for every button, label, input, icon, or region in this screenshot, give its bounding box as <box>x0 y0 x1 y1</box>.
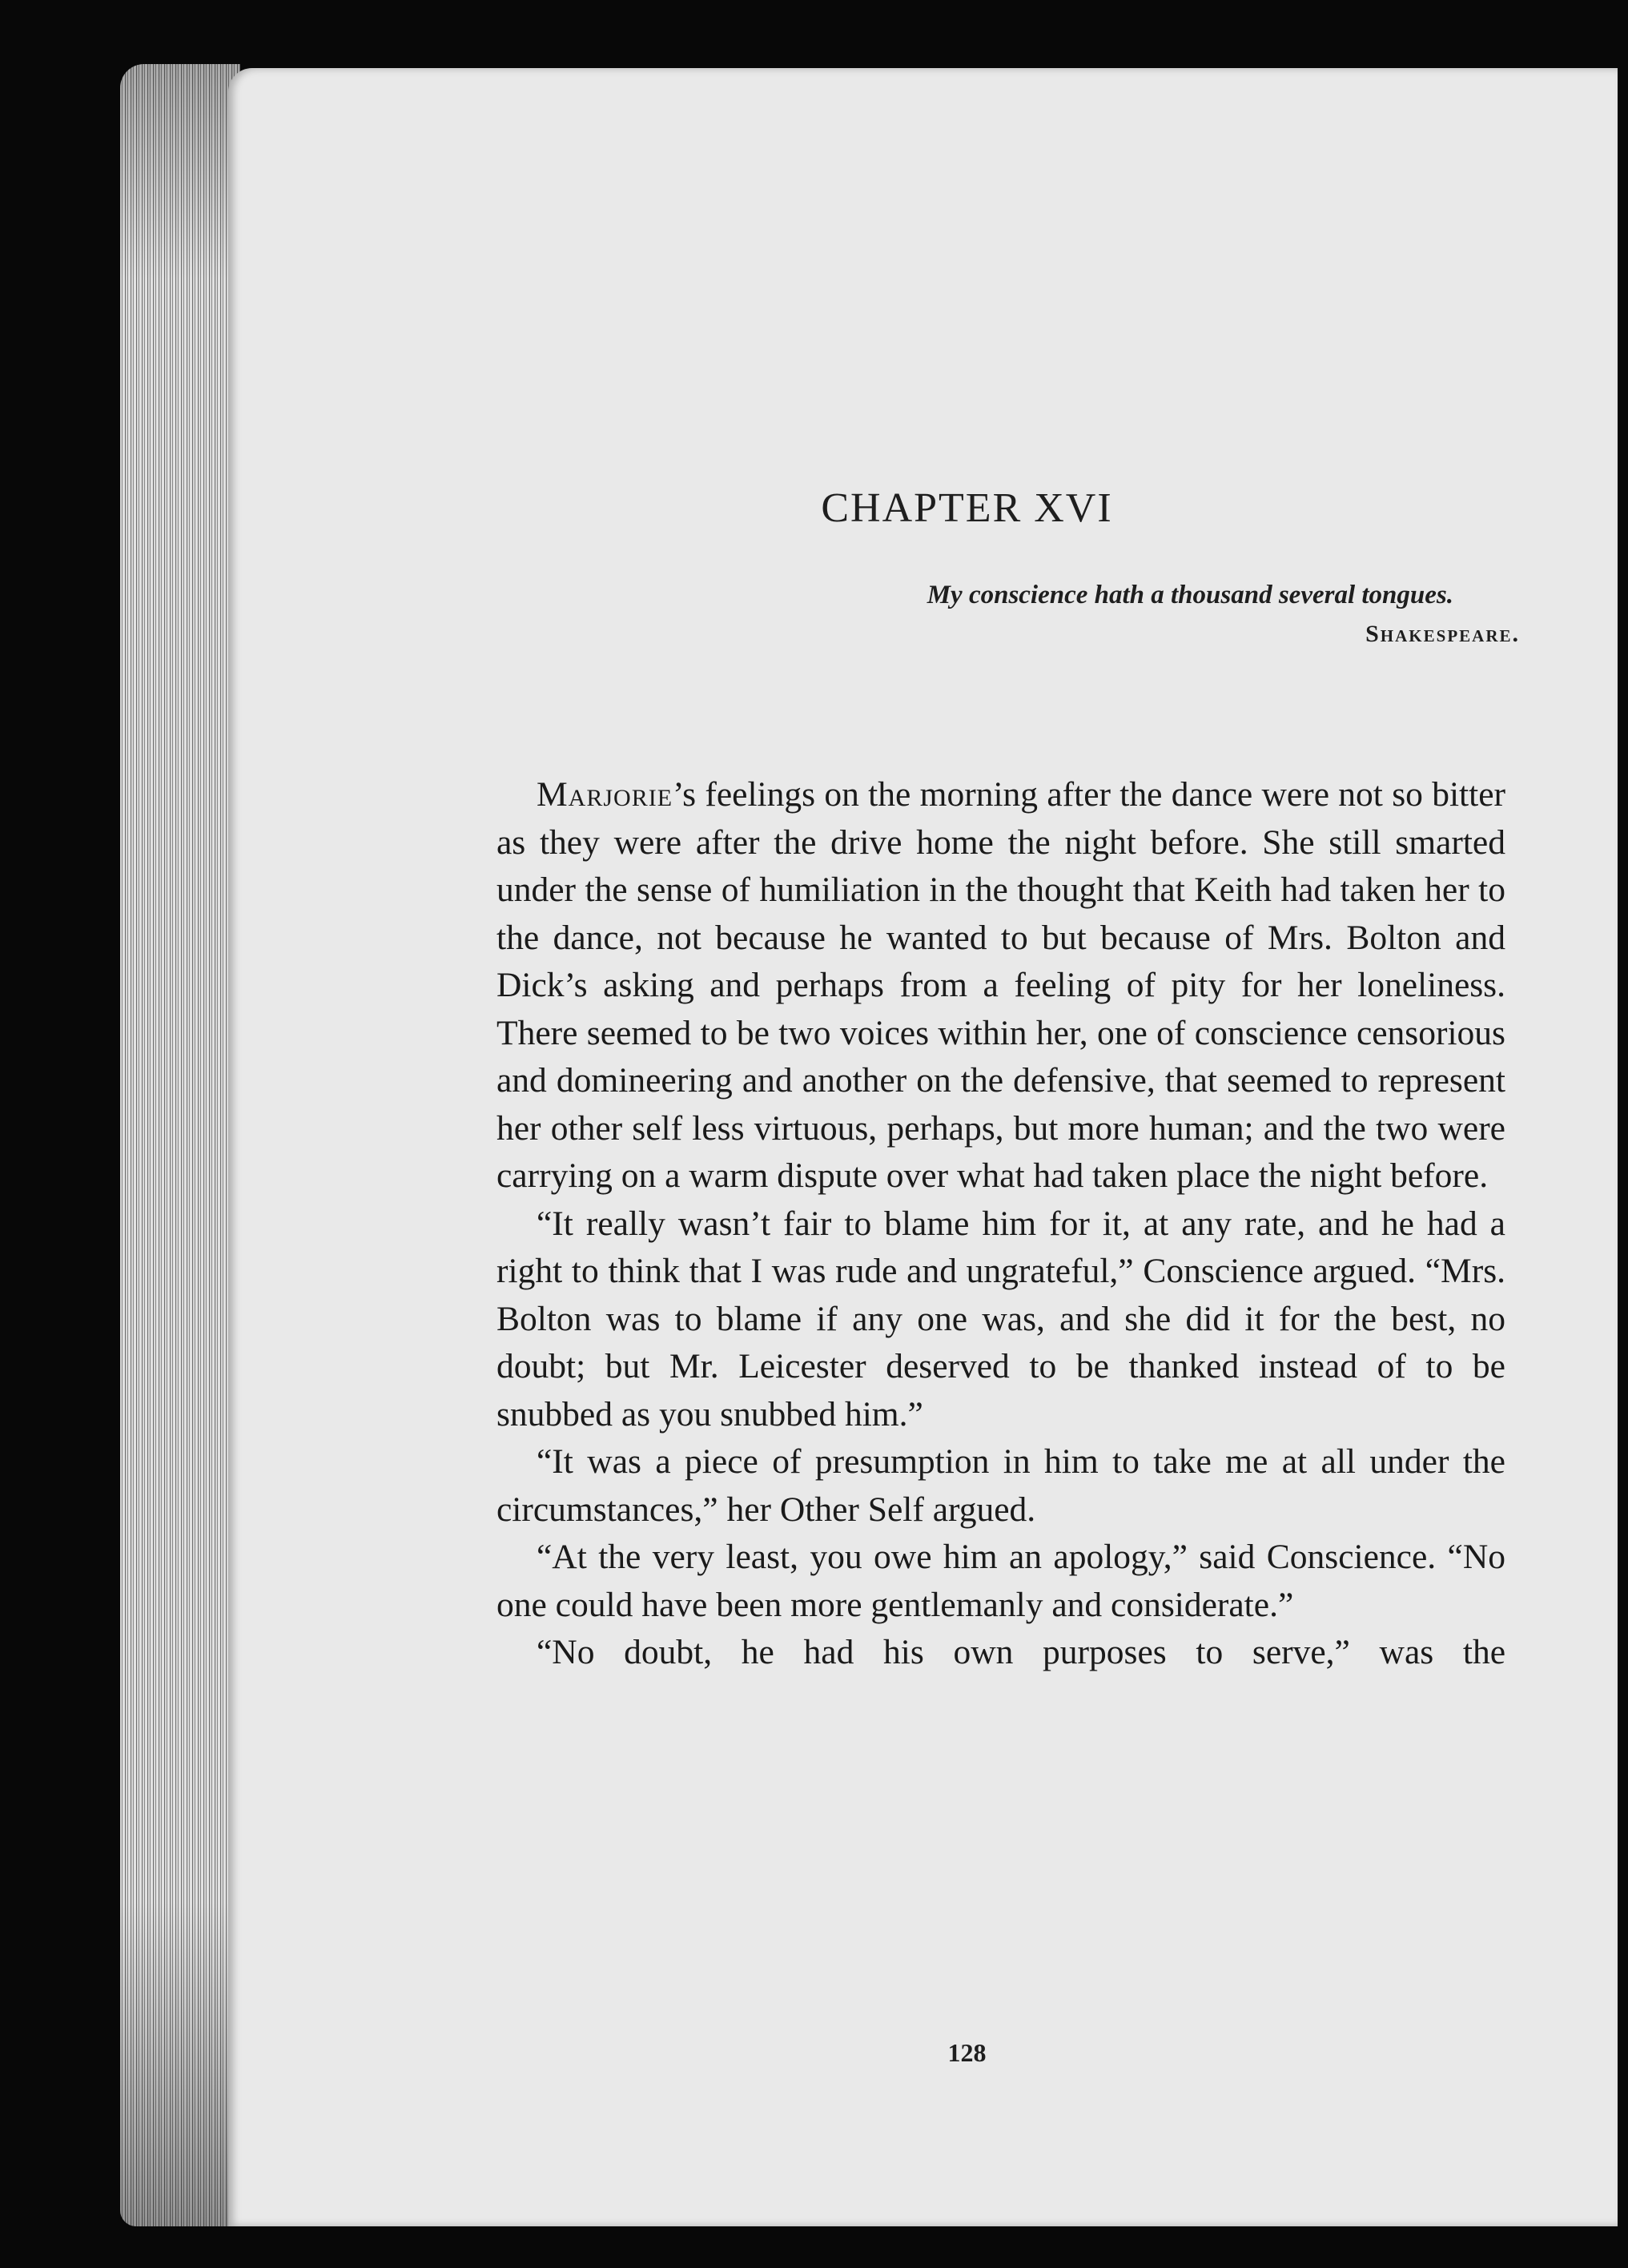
body-text <box>496 771 1505 1677</box>
paragraph-3: “It was a piece of presumption in him to take me at all under the circumstances,” her Other Self argued. <box>496 1442 1505 1529</box>
paragraph-2: “It really wasn’t fair to blame him for it, at any rate, and he had a right to think that I was rude and ungrateful,” Conscience argued. “Mrs. Bolton was to blame if any one was, and she did it for the best, no doubt; but Mr. Leicester deserved to be thanked instead of to be snubbed as you snubbed him.” <box>496 1204 1505 1434</box>
paragraph-4: “At the very least, you owe him an apology,” said Conscience. “No one could have been more gentlemanly and considerate.” <box>496 1538 1505 1624</box>
paragraph-lead-word: Marjorie <box>537 775 673 814</box>
chapter-title: CHAPTER XVI <box>821 485 1113 531</box>
page-number: 128 <box>947 2038 987 2067</box>
book-page-edges <box>120 64 240 2226</box>
paragraph-1 <box>496 771 1505 1200</box>
epigraph-quote: My conscience hath a thousand several tongues. <box>927 581 1453 609</box>
book-page <box>228 68 1618 2226</box>
paragraph-1-text: ’s feelings on the morning after the dance were not so bitter as they were after the drive home the night before. She still smarted under the sense of humiliation in the thought that Keith had taken her to the dance, not because he wanted to but because of Mrs. Bolton and Dick’s asking and perhaps from a feeling of pity for her loneliness. There seemed to be two voices within her, one of conscience censorious and domineering and another on the defensive, that seemed to represent her other self less virtuous, perhaps, but more human; and the two were carrying on a warm dispute over what had taken place the night before. <box>496 775 1505 1195</box>
epigraph-attribution: Shakespeare. <box>1365 621 1520 647</box>
paragraph-5: “No doubt, he had his own purposes to serve,” was the <box>537 1633 1505 1671</box>
